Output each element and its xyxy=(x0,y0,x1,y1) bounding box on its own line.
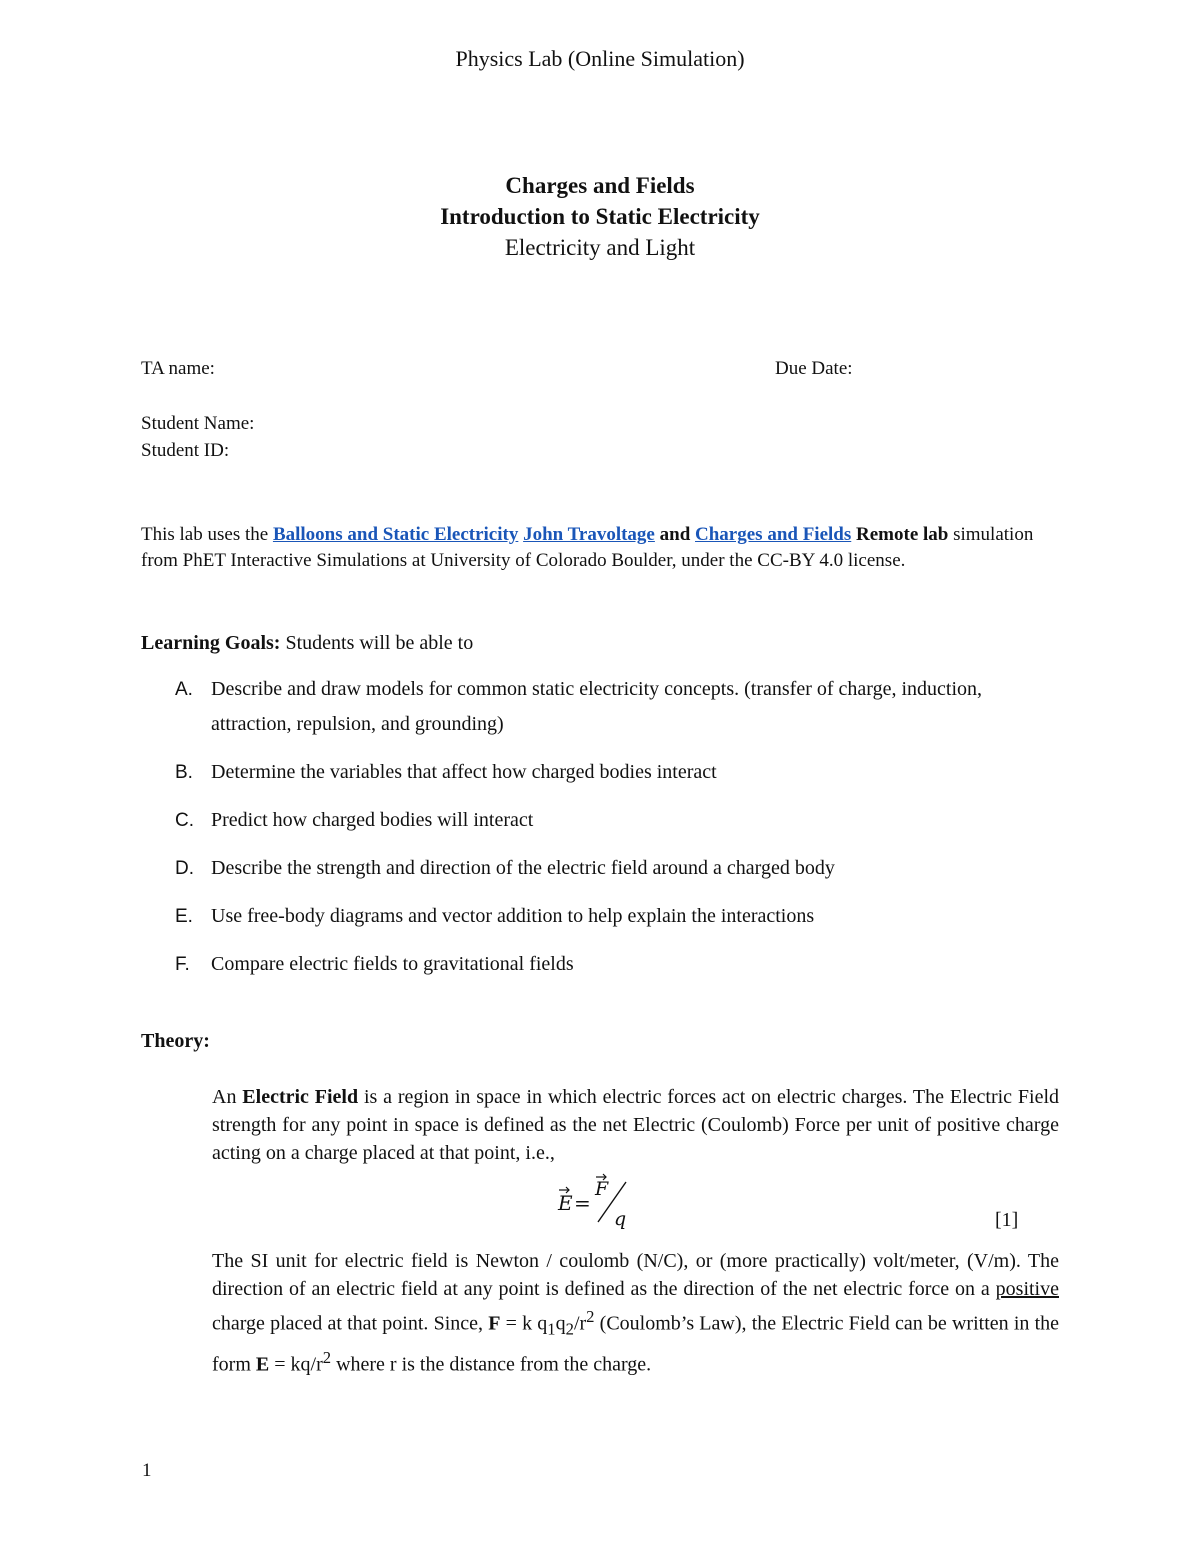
goal-text: Describe the strength and direction of the electric field around a charged body xyxy=(211,857,835,879)
theory-heading: Theory: xyxy=(141,1030,210,1052)
goal-text: Compare electric fields to gravitational fields xyxy=(211,953,574,975)
title-line-3: Electricity and Light xyxy=(504,235,696,260)
subscript: 2 xyxy=(565,1319,574,1339)
goal-text: Predict how charged bodies will interact xyxy=(211,809,534,831)
title-line-1: Charges and Fields xyxy=(505,173,695,198)
theory-text: The SI unit for electric field is Newton / coulomb (N/C), or (more practically) volt/meter, (V/m). The direction of an electric field at any point is defined as the direction of the net electric force on a xyxy=(212,1250,1059,1300)
goal-text: Describe and draw models for common static electricity concepts. (transfer of charge, induction, attraction, repulsion, and grounding) xyxy=(211,678,983,735)
balloons-link[interactable]: Balloons and Static Electricity xyxy=(272,524,519,545)
learning-goals-lead: Students will be able to xyxy=(280,632,474,654)
superscript: 2 xyxy=(322,1347,332,1367)
subscript: 1 xyxy=(547,1319,556,1339)
learning-goals-label: Learning Goals: xyxy=(141,632,281,654)
goal-letter: A. xyxy=(175,679,193,700)
intro-text: This lab uses the xyxy=(141,524,273,545)
theory-text: where r is the distance from the charge. xyxy=(331,1353,652,1376)
equation-equals: = xyxy=(574,1191,591,1215)
theory-text: is a region in space in which electric forces act on electric charges. The Electric Field strength for any point in space is defined as the net Electric (Coulomb) Force per unit of positive charge acting on a charge placed at that point, i.e., xyxy=(212,1086,1060,1164)
student-name-label: Student Name: xyxy=(141,413,255,434)
ta-name-label: TA name: xyxy=(141,358,215,379)
goal-item xyxy=(175,899,1055,934)
goal-item xyxy=(175,672,1055,742)
theory-paragraph-2 xyxy=(212,1247,1059,1378)
theory-underlined-word: positive xyxy=(995,1278,1059,1300)
superscript: 2 xyxy=(586,1307,595,1326)
field-symbol: E xyxy=(255,1353,270,1376)
electric-field-equation xyxy=(556,1170,646,1230)
equation-numerator: F xyxy=(595,1178,609,1200)
theory-bold-term: Electric Field xyxy=(242,1086,359,1108)
goal-letter: B. xyxy=(175,762,193,783)
equation-lhs: E xyxy=(558,1191,573,1215)
theory-text: = kq/r xyxy=(269,1353,323,1376)
goal-text: Use free-body diagrams and vector addition to help explain the interactions xyxy=(211,905,815,927)
theory-text: q xyxy=(555,1312,566,1335)
theory-text: charge placed at that point. Since, xyxy=(212,1312,489,1335)
learning-goals-list xyxy=(175,672,1055,995)
equation-denominator: q xyxy=(614,1208,627,1230)
intro-text: simulation from PhET Interactive Simulations at University of Colorado Boulder, under the CC-BY 4.0 license. xyxy=(141,524,1034,571)
travoltage-link[interactable]: John Travoltage xyxy=(523,524,655,545)
goal-letter: D. xyxy=(175,858,194,879)
page-number: 1 xyxy=(142,1460,152,1481)
intro-text-bold: Remote lab xyxy=(851,524,949,545)
goal-item xyxy=(175,755,1055,790)
goal-item xyxy=(175,851,1055,886)
goal-item xyxy=(175,947,1055,982)
due-date-label: Due Date: xyxy=(775,358,853,379)
title-block xyxy=(0,170,1200,263)
goal-text: Determine the variables that affect how charged bodies interact xyxy=(211,761,717,783)
intro-paragraph xyxy=(141,522,1061,574)
title-line-2: Introduction to Static Electricity xyxy=(440,204,760,229)
goal-letter: E. xyxy=(175,906,193,927)
goal-item xyxy=(175,803,1055,838)
page-header: Physics Lab (Online Simulation) xyxy=(455,46,745,71)
charges-fields-link[interactable]: Charges and Fields xyxy=(695,524,852,545)
theory-paragraph-1 xyxy=(212,1083,1059,1167)
intro-text-bold: and xyxy=(654,524,696,545)
force-symbol: F xyxy=(488,1312,501,1335)
equation-number: [1] xyxy=(995,1209,1019,1231)
goal-letter: C. xyxy=(175,810,194,831)
learning-goals-heading xyxy=(141,632,473,655)
theory-text: /r xyxy=(573,1312,587,1335)
theory-text: An xyxy=(212,1086,243,1108)
theory-text: (Coulomb’s Law), the Electric Field can be written in the form xyxy=(212,1312,1059,1376)
goal-letter: F. xyxy=(175,954,190,975)
theory-text: = k q xyxy=(500,1312,548,1335)
student-id-label: Student ID: xyxy=(141,440,230,461)
